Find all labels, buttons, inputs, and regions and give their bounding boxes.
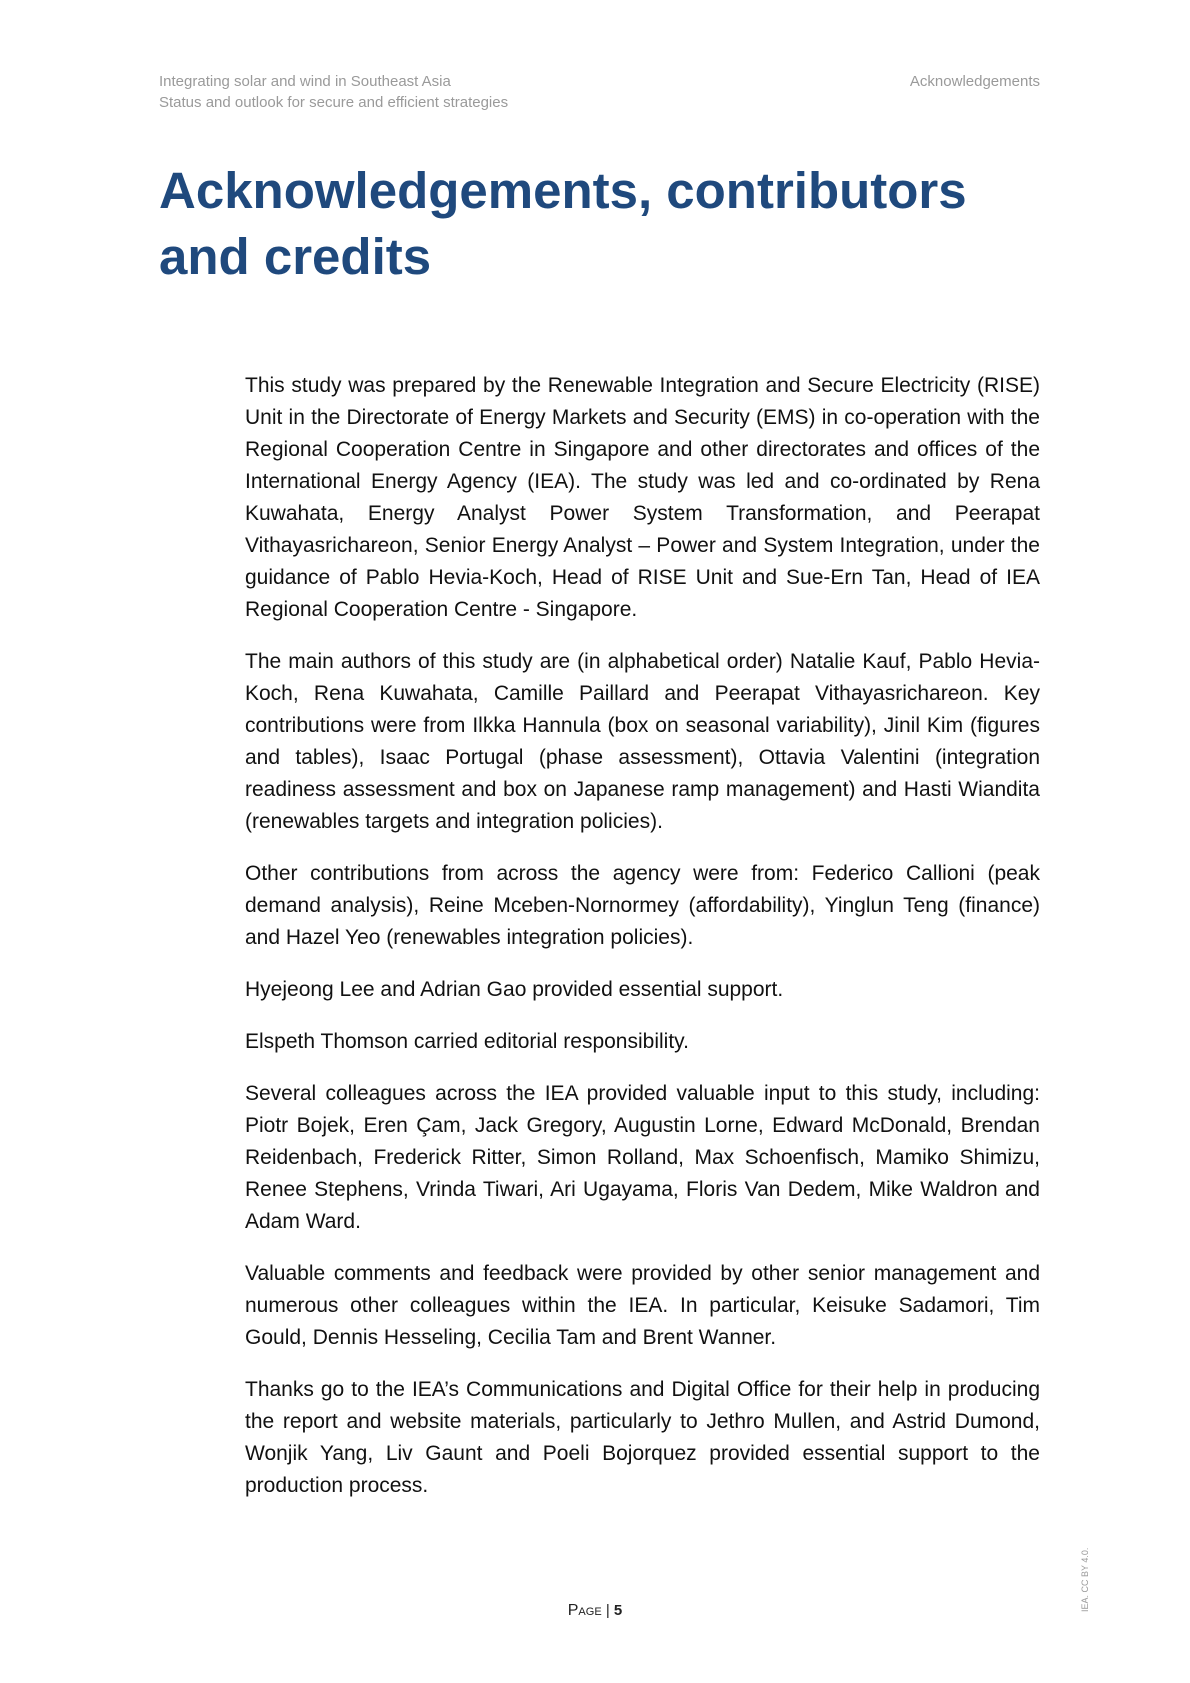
paragraph-communications-thanks: Thanks go to the IEA’s Communications and Digital Office for their help in producing the report and website materials, particularly to Jethro Mullen, and Astrid Dumond, Wonjik Yang, Liv Gaunt and Poeli Bojorquez provided essential support to the production process. [245,1378,1040,1497]
paragraph-other-contributions: Other contributions from across the agency were from: Federico Callioni (peak demand analysis), Reine Mceben-Nornormey (affordability), Yinglun Teng (finance) and Hazel Yeo (renewables integration policies). [245,862,1040,949]
acknowledgements-body [245,370,1040,1522]
paragraph-comments-feedback: Valuable comments and feedback were provided by other senior management and numerous other colleagues within the IEA. In particular, Keisuke Sadamori, Tim Gould, Dennis Hesseling, Cecilia Tam and Brent Wanner. [245,1262,1040,1349]
report-subtitle: Status and outlook for secure and efficient strategies [159,94,509,111]
running-header [159,71,508,113]
page-word: Page [567,1602,602,1619]
page-separator: | [605,1602,610,1619]
page-number: 5 [613,1602,623,1619]
section-label: Acknowledgements [909,73,1040,90]
paragraph-colleagues-input: Several colleagues across the IEA provided valuable input to this study, including: Piotr Bojek, Eren Çam, Jack Gregory, Augustin Lorne, Edward McDonald, Brendan Reidenbach, Frederick Ritter, Simon Rolland, Max Schoenfisch, Mamiko Shimizu, Renee Stephens, Vrinda Tiwari, Ari Ugayama, Floris Van Dedem, Mike Waldron and Adam Ward. [245,1082,1040,1233]
report-title: Integrating solar and wind in Southeast Asia [159,73,451,90]
page-title-line-1: Acknowledgements, contributors [159,162,967,219]
page-title-line-2: and credits [159,228,432,285]
paragraph-support: Hyejeong Lee and Adrian Gao provided essential support. [245,978,784,1001]
paragraph-main-authors: The main authors of this study are (in alphabetical order) Natalie Kauf, Pablo Hevia-Koch, Rena Kuwahata, Camille Paillard and Peerapat Vithayasrichareon. Key contributions were from Ilkka Hannula (box on seasonal variability), Jinil Kim (figures and tables), Isaac Portugal (phase assessment), Ottavia Valentini (integration readiness assessment and box on Japanese ramp management) and Hasti Wiandita (renewables targets and integration policies). [245,650,1040,833]
page-title [159,158,1059,290]
license-notice: IEA. CC BY 4.0. [1080,1547,1090,1612]
paragraph-study-preparation: This study was prepared by the Renewable Integration and Secure Electricity (RISE) Unit in the Directorate of Energy Markets and Security (EMS) in co-operation with the Regional Cooperation Centre in Singapore and other directorates and offices of the International Energy Agency (IEA). The study was led and co-ordinated by Rena Kuwahata, Energy Analyst Power System Transformation, and Peerapat Vithayasrichareon, Senior Energy Analyst – Power and System Integration, under the guidance of Pablo Hevia-Koch, Head of RISE Unit and Sue-Ern Tan, Head of IEA Regional Cooperation Centre - Singapore. [245,374,1040,621]
page-footer [0,1602,1190,1620]
paragraph-editorial: Elspeth Thomson carried editorial responsibility. [245,1030,689,1053]
